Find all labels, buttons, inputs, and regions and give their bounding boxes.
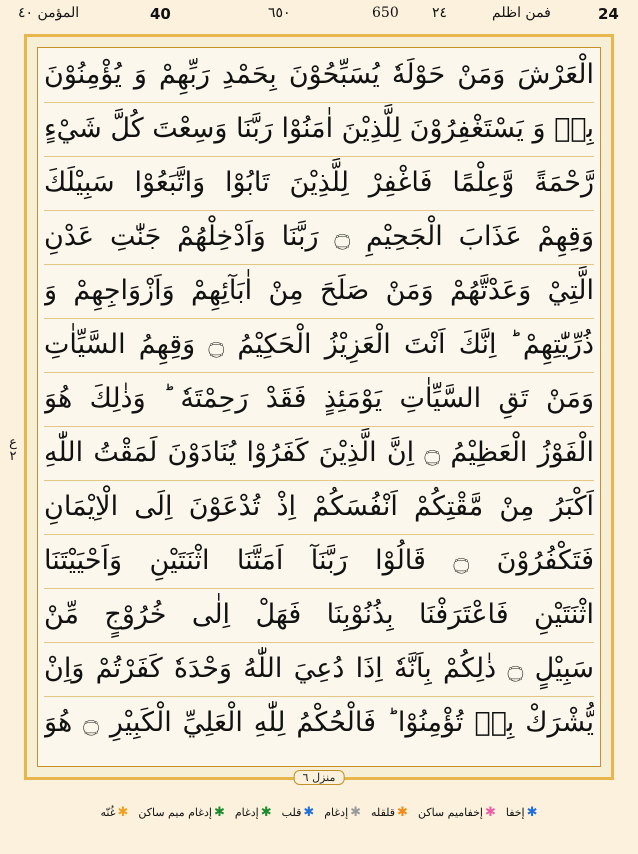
star-icon: ✱ [526,804,538,820]
text-line: الَّتِيْ وَعَدْتَّهُمْ وَمَنْ صَلَحَ مِنْ اٰبَآئِهِمْ وَاَزْوَاجِهِمْ وَ [44,264,594,319]
star-icon: ✱ [484,804,496,820]
legend-item [506,800,538,824]
star-icon: ✱ [117,804,129,820]
legend-label: قلب [281,805,302,819]
text-line: يُّشْرَكْ بِهٖ تُؤْمِنُوْا ؕ فَالْحُكْمُ لِلّٰهِ الْعَلِيِّ الْكَبِيْرِ ۝ هُوَ [44,707,594,738]
page-number-arabic: ٦٥٠ [268,5,291,21]
juz-name: فمن اظلم [492,5,551,21]
legend-item [418,800,496,824]
legend-label: إخفا [505,805,525,819]
star-icon: ✱ [213,804,225,820]
text-line: رَّحْمَةً وَّعِلْمًا فَاغْفِرْ لِلَّذِيْنَ تَابُوْا وَاتَّبَعُوْا سَبِيْلَكَ [44,156,594,211]
legend-label: إدغام [234,805,259,819]
text-line: وَمَنْ تَقِ السَّيِّاٰتِ يَوْمَئِذٍ فَقَدْ رَحِمْتَهٗ ؕ وَذٰلِكَ هُوَ [44,372,594,427]
legend-item [282,800,315,824]
legend-item [324,800,361,824]
legend-item [235,800,272,824]
page-number: 650 [372,5,399,21]
text-line: فَتَكْفُرُوْنَ ۝ قَالُوْا رَبَّنَآ اَمَتَّنَا اثْنَتَيْنِ وَاَحْيَيْتَنَا [44,534,594,589]
juz-number: 24 [598,5,619,23]
legend-label: إدغام [324,805,349,819]
surah-number: 40 [150,5,171,23]
text-line: اَكْبَرُ مِنْ مَّقْتِكُمْ اَنْفُسَكُمْ اِذْ تُدْعَوْنَ اِلَى الْاِيْمَانِ [44,480,594,535]
text-line: ذُرِّيّٰتِهِمْ ؕ اِنَّكَ اَنْتَ الْعَزِيْزُ الْحَكِيْمُ ۝ وَقِهِمُ السَّيِّاٰتِ [44,318,594,373]
text-line: اثْنَتَيْنِ فَاعْتَرَفْنَا بِذُنُوْبِنَا فَهَلْ اِلٰى خُرُوْجٍ مِّنْ [44,588,594,643]
text-line: سَبِيْلٍ ۝ ذٰلِكُمْ بِاَنَّهٗ اِذَا دُعِيَ اللّٰهُ وَحْدَهٗ كَفَرْتُمْ وَاِنْ [44,642,594,697]
legend-label: قلقله [371,805,396,819]
text-line: وَقِهِمْ عَذَابَ الْجَحِيْمِ ۝ رَبَّنَا وَاَدْخِلْهُمْ جَنّٰتِ عَدْنِ [44,210,594,265]
legend-label: إدغام ميم ساكن [138,805,212,819]
text-line: بِهٖ وَ يَسْتَغْفِرُوْنَ لِلَّذِيْنَ اٰمَنُوْا رَبَّنَا وَسِعْتَ كُلَّ شَيْءٍ [44,102,594,157]
page-frame [24,34,614,780]
text-line: الْعَرْشَ وَمَنْ حَوْلَهٗ يُسَبِّحُوْنَ بِحَمْدِ رَبِّهِمْ وَ يُؤْمِنُوْنَ [44,48,594,103]
juz-number-arabic: ٢٤ [432,5,448,21]
legend-label: إخفاميم ساكن [417,805,483,819]
manzil-label: منزل ٦ [294,770,345,785]
legend-item [100,800,128,824]
legend-item [138,800,224,824]
text-line: الْفَوْزُ الْعَظِيْمُ ۝ اِنَّ الَّذِيْنَ كَفَرُوْا يُنَادَوْنَ لَمَقْتُ اللّٰهِ [44,426,594,481]
surah-name: المؤمن ٤٠ [18,5,80,21]
star-icon: ✱ [303,804,315,820]
star-icon: ✱ [350,804,362,820]
star-icon: ✱ [397,804,408,820]
tajweed-legend [0,800,638,824]
page-header [0,0,638,30]
ruku-marker: ع ٢ [9,435,17,464]
legend-label: غُنّه [100,805,116,819]
text-panel [37,47,601,767]
legend-item [371,800,408,824]
star-icon: ✱ [260,804,272,820]
